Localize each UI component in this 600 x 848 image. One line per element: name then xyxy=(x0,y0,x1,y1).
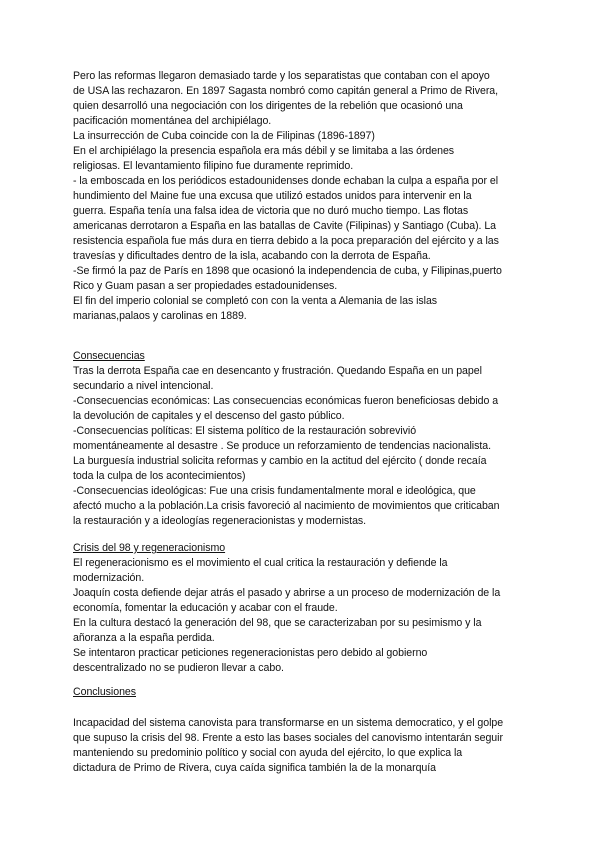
paragraph-line: descentralizado no se pudieron llevar a cabo. xyxy=(73,662,284,674)
intro-line: - la emboscada en los periódicos estadounidenses donde echaban la culpa a españa por el xyxy=(73,175,498,187)
intro-line: religiosas. El levantamiento filipino fue duramente reprimido. xyxy=(73,160,354,172)
paragraph-line: afectó mucho a la población.La crisis favoreció al nacimiento de movimientos que criticaban xyxy=(73,500,500,512)
paragraph-line: que supuso la crisis del 98. Frente a esto las bases sociales del canovismo intentarán seguir xyxy=(73,732,503,744)
paragraph-line: -Consecuencias ideológicas: Fue una crisis fundamentalmente moral e ideológica, que xyxy=(73,485,476,497)
paragraph-line: la restauración y a ideologías regeneracionistas y modernistas. xyxy=(73,515,367,527)
conclusiones-section xyxy=(73,716,543,776)
intro-line: pacificación momentánea del archipiélago. xyxy=(73,115,272,127)
intro-line: Pero las reformas llegaron demasiado tarde y los separatistas que contaban con el apoyo xyxy=(73,70,490,82)
paragraph-line: dictadura de Primo de Rivera, cuya caída significa también la de la monarquía xyxy=(73,762,437,774)
paragraph-line: En la cultura destacó la generación del 98, que se caracterizaban por su pesimismo y la xyxy=(73,617,482,629)
paragraph-line: secundario a nivel intencional. xyxy=(73,380,214,392)
crisis-section xyxy=(73,541,543,676)
conclusiones-heading-block xyxy=(73,685,543,700)
intro-line: El fin del imperio colonial se completó con con la venta a Alemania de las islas xyxy=(73,295,438,307)
intro-line: marianas,palaos y carolinas en 1889. xyxy=(73,310,247,322)
intro-line: americanas derrotaron a España en las batallas de Cavite (Filipinas) y Santiago (Cuba). La xyxy=(73,220,497,232)
consecuencias-section xyxy=(73,349,543,529)
section-heading: Conclusiones xyxy=(73,686,136,698)
paragraph-line: Joaquín costa defiende dejar atrás el pasado y abrirse a un proceso de modernización de la xyxy=(73,587,501,599)
intro-line: travesías y dificultades dentro de la isla, acabando con la derrota de España. xyxy=(73,250,431,262)
intro-line: Rico y Guam pasan a ser propiedades estadounidenses. xyxy=(73,280,338,292)
paragraph-line: -Consecuencias políticas: El sistema político de la restauración sobrevivió xyxy=(73,425,417,437)
paragraph-line: manteniendo su predominio político y social con ayuda del ejército, lo que explica la xyxy=(73,747,463,759)
paragraph-line: la devolución de capitales y el descenso del gasto público. xyxy=(73,410,345,422)
paragraph-line: La burguesía industrial solicita reformas y cambio en la actitud del ejército ( donde recaía xyxy=(73,455,487,467)
paragraph-line: Tras la derrota España cae en desencanto y frustración. Quedando España en un papel xyxy=(73,365,482,377)
paragraph-line: El regeneracionismo es el movimiento el cual critica la restauración y defiende la xyxy=(73,557,448,569)
intro-line: de USA las rechazaron. En 1897 Sagasta nombró como capitán general a Primo de Rivera, xyxy=(73,85,499,97)
paragraph-line: Se intentaron practicar peticiones regeneracionistas pero debido al gobierno xyxy=(73,647,428,659)
paragraph-line: Incapacidad del sistema canovista para transformarse en un sistema democratico, y el golpe xyxy=(73,717,504,729)
intro-line: quien desarrolló una negociación con los dirigentes de la rebelión que ocasionó una xyxy=(73,100,463,112)
intro-line: -Se firmó la paz de París en 1898 que ocasionó la independencia de cuba, y Filipinas,puerto xyxy=(73,265,502,277)
paragraph-line: -Consecuencias económicas: Las consecuencias económicas fueron beneficiosas debido a xyxy=(73,395,499,407)
intro-line: hundimiento del Maine fue una excusa que utilizó estados unidos para intervenir en la xyxy=(73,190,472,202)
section-heading: Crisis del 98 y regeneracionismo xyxy=(73,542,226,554)
section-heading: Consecuencias xyxy=(73,350,145,362)
paragraph-line: economía, fomentar la educación y acabar con el fraude. xyxy=(73,602,338,614)
paragraph-line: momentáneamente al desastre . Se produce un reforzamiento de tendencias nacionalista. xyxy=(73,440,491,452)
intro-section xyxy=(73,69,543,324)
intro-line: La insurrección de Cuba coincide con la de Filipinas (1896-1897) xyxy=(73,130,375,142)
intro-line: En el archipiélago la presencia española era más débil y se limitaba a las órdenes xyxy=(73,145,455,157)
paragraph-line: modernización. xyxy=(73,572,145,584)
paragraph-line: añoranza a la españa perdida. xyxy=(73,632,215,644)
paragraph-line: toda la culpa de los acontecimientos) xyxy=(73,470,246,482)
intro-line: guerra. España tenía una falsa idea de victoria que no duró mucho tiempo. Las flotas xyxy=(73,205,469,217)
intro-line: resistencia española fue más dura en tierra debido a la poca preparación del ejército y a las xyxy=(73,235,499,247)
